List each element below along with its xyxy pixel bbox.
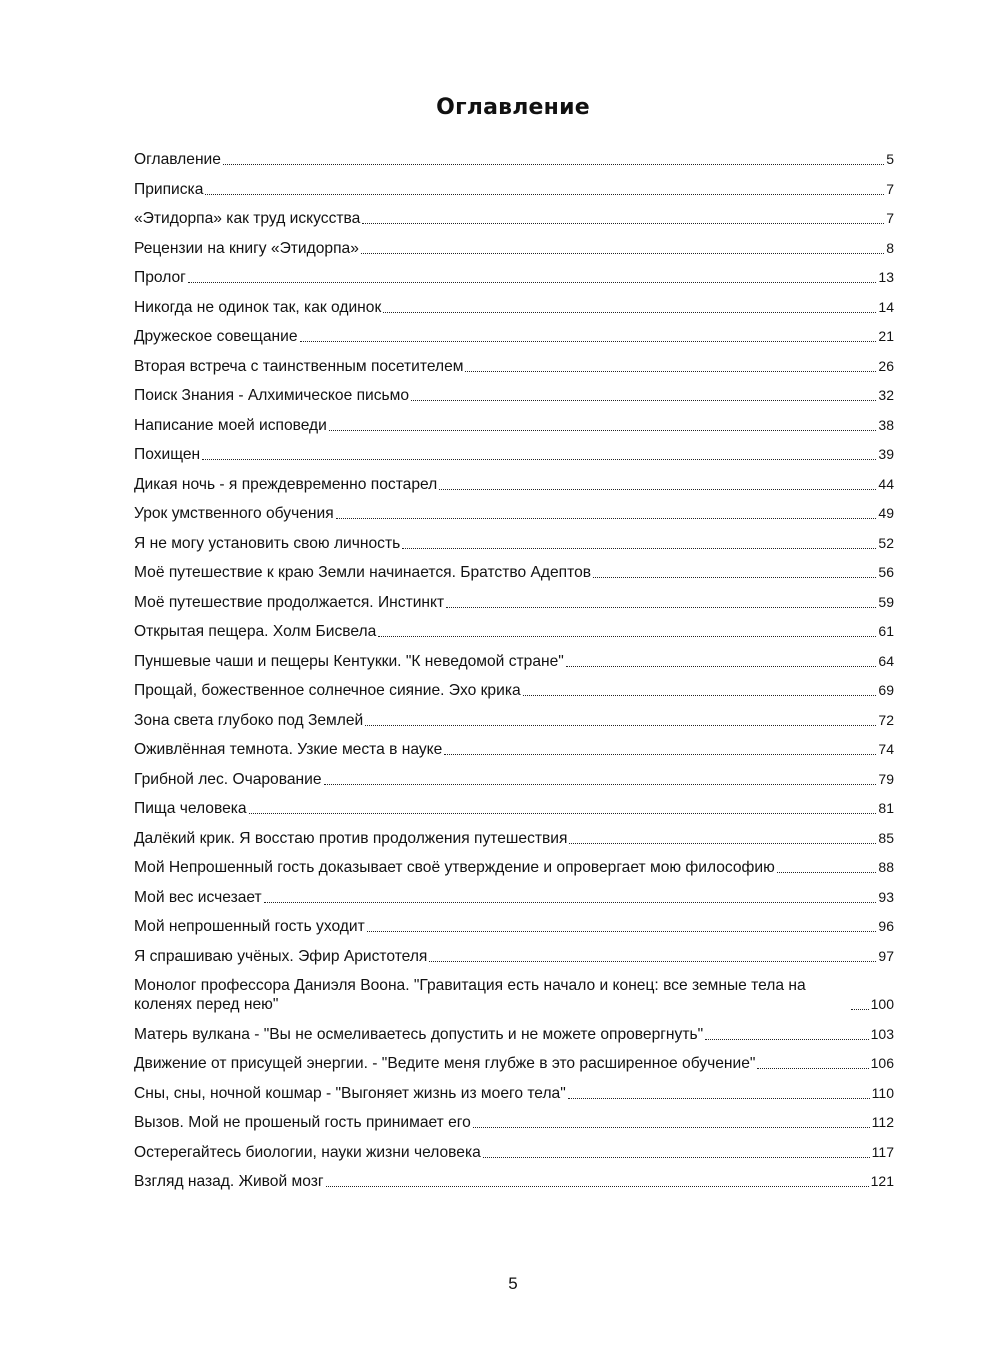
toc-entry-title: Оживлённая темнота. Узкие места в науке: [134, 741, 443, 758]
toc-entry[interactable]: [134, 799, 894, 818]
toc-entry-page: 88: [878, 859, 894, 875]
toc-entry-page: 32: [878, 387, 894, 403]
toc-entry-page: 85: [878, 829, 894, 846]
dot-leader: [566, 665, 877, 667]
dot-leader: [705, 1038, 868, 1040]
toc-entry[interactable]: [134, 504, 894, 523]
toc-entry[interactable]: [134, 1113, 894, 1132]
toc-entry[interactable]: [134, 829, 894, 848]
toc-entry[interactable]: [134, 445, 894, 464]
toc-entry-page: 44: [878, 475, 894, 492]
toc-entry-page: 8: [886, 239, 894, 256]
toc-entry-title: Приписка: [134, 180, 204, 198]
toc-entry-title: Зона света глубоко под Землей: [134, 711, 364, 729]
toc-entry-page: 13: [878, 269, 894, 285]
toc-entry-page: 59: [878, 593, 894, 610]
toc-entry-page: 5: [886, 151, 894, 167]
toc-entry-page: 26: [878, 357, 894, 374]
dot-leader: [439, 488, 876, 490]
dot-leader: [777, 871, 877, 873]
toc-entry-title: Пища человека: [134, 800, 247, 817]
dot-leader: [336, 517, 877, 519]
dot-leader: [446, 606, 876, 608]
dot-leader: [223, 163, 884, 165]
toc-entry-page: 39: [878, 446, 894, 462]
toc-entry[interactable]: [134, 740, 894, 759]
dot-leader: [249, 812, 877, 814]
toc-entry-page: 121: [870, 1173, 894, 1189]
dot-leader: [851, 1008, 868, 1010]
toc-entry-page: 72: [878, 711, 894, 728]
dot-leader: [324, 783, 877, 785]
toc-entry-title: Моё путешествие к краю Земли начинается. Братство Адептов: [134, 564, 592, 581]
toc-entry-page: 49: [878, 505, 894, 521]
toc-entry-title: Я спрашиваю учёных. Эфир Аристотеля: [134, 947, 428, 965]
toc-entry-title: Оглавление: [134, 151, 221, 168]
toc-entry[interactable]: [134, 180, 894, 199]
dot-leader: [402, 547, 876, 549]
toc-entry[interactable]: [134, 681, 894, 700]
toc-entry-title: «Этидорпа» как труд искусства: [134, 210, 361, 227]
toc-entry-page: 100: [870, 996, 894, 1012]
dot-leader: [367, 930, 877, 932]
toc-entry-title: Сны, сны, ночной кошмар - "Выгоняет жизнь из моего тела": [134, 1084, 566, 1102]
toc-entry-title: Урок умственного обучения: [134, 505, 334, 522]
toc-entry[interactable]: [134, 593, 894, 612]
toc-entry-page: 93: [878, 888, 894, 905]
toc-entry-title: Поиск Знания - Алхимическое письмо: [134, 387, 410, 404]
page-title: Оглавление: [436, 94, 590, 120]
dot-leader: [202, 458, 876, 460]
dot-leader: [593, 576, 876, 578]
page-number: 5: [508, 1274, 518, 1293]
toc-entry-page: 14: [878, 298, 894, 315]
toc-entry[interactable]: [134, 1172, 894, 1191]
toc-entry-title: Монолог профессора Даниэля Воона. "Гравитация есть начало и конец: все земные тела на коленях перед нею": [134, 977, 806, 1013]
toc-entry[interactable]: [134, 1025, 894, 1044]
toc-entry-page: 112: [871, 1114, 894, 1130]
toc-entry-page: 117: [871, 1143, 894, 1160]
toc-entry[interactable]: [134, 563, 894, 582]
toc-entry[interactable]: [134, 416, 894, 435]
dot-leader: [757, 1067, 868, 1069]
toc-entry-page: 21: [878, 328, 894, 344]
toc-entry-page: 38: [878, 416, 894, 433]
toc-entry-page: 64: [878, 652, 894, 669]
dot-leader: [383, 311, 876, 313]
dot-leader: [361, 252, 884, 254]
dot-leader: [523, 694, 877, 696]
toc-entry-title: Пуншевые чаши и пещеры Кентукки. "К неведомой стране": [134, 652, 564, 670]
toc-entry[interactable]: [134, 268, 894, 287]
toc-entry-page: 103: [870, 1025, 894, 1042]
dot-leader: [300, 340, 877, 342]
toc-entry[interactable]: [134, 150, 894, 169]
toc-entry[interactable]: [134, 534, 894, 553]
toc-entry-page: 106: [870, 1055, 894, 1071]
dot-leader: [365, 724, 876, 726]
dot-leader: [473, 1126, 870, 1128]
dot-leader: [465, 370, 876, 372]
dot-leader: [326, 1185, 869, 1187]
toc-entry[interactable]: [134, 858, 894, 877]
toc-entry-page: 74: [878, 741, 894, 757]
table-of-contents: [134, 150, 894, 1202]
toc-entry-title: Никогда не одинок так, как одинок: [134, 298, 382, 316]
toc-entry-title: Я не могу установить свою личность: [134, 534, 401, 552]
toc-entry-title: Открытая пещера. Холм Бисвела: [134, 623, 377, 640]
toc-entry-page: 79: [878, 770, 894, 787]
toc-entry[interactable]: [134, 298, 894, 317]
toc-entry[interactable]: [134, 622, 894, 641]
toc-entry[interactable]: [134, 917, 894, 936]
toc-entry-page: 110: [871, 1084, 894, 1101]
dot-leader: [483, 1156, 870, 1158]
toc-entry[interactable]: [134, 976, 894, 1014]
toc-entry-title: Пролог: [134, 269, 186, 286]
toc-entry-page: 52: [878, 534, 894, 551]
toc-entry[interactable]: [134, 327, 894, 346]
toc-entry-title: Вызов. Мой не прошеный гость принимает его: [134, 1114, 471, 1131]
toc-entry-title: Написание моей исповеди: [134, 416, 327, 434]
toc-entry-title: Рецензии на книгу «Этидорпа»: [134, 239, 359, 257]
toc-entry-title: Дружеское совещание: [134, 328, 298, 345]
dot-leader: [569, 842, 876, 844]
toc-entry-page: 7: [886, 180, 894, 197]
toc-entry-page: 81: [878, 800, 894, 816]
dot-leader: [329, 429, 877, 431]
toc-entry-page: 96: [878, 918, 894, 934]
toc-entry-title: Моё путешествие продолжается. Инстинкт: [134, 593, 445, 611]
toc-entry[interactable]: [134, 1143, 894, 1162]
dot-leader: [411, 399, 876, 401]
toc-entry[interactable]: [134, 357, 894, 376]
dot-leader: [444, 753, 876, 755]
toc-entry-title: Грибной лес. Очарование: [134, 770, 322, 788]
toc-entry-title: Дикая ночь - я преждевременно постарел: [134, 475, 438, 493]
toc-entry[interactable]: [134, 711, 894, 730]
toc-entry[interactable]: [134, 209, 894, 228]
toc-entry-title: Взгляд назад. Живой мозг: [134, 1173, 324, 1190]
toc-entry-title: Остерегайтесь биологии, науки жизни человека: [134, 1143, 481, 1161]
toc-entry-page: 69: [878, 682, 894, 698]
toc-entry-page: 97: [878, 947, 894, 964]
toc-entry[interactable]: [134, 947, 894, 966]
dot-leader: [378, 635, 876, 637]
toc-entry-title: Похищен: [134, 446, 201, 463]
dot-leader: [429, 960, 876, 962]
toc-entry[interactable]: [134, 239, 894, 258]
toc-entry[interactable]: [134, 888, 894, 907]
dot-leader: [362, 222, 884, 224]
dot-leader: [264, 901, 877, 903]
toc-entry-title: Вторая встреча с таинственным посетителем: [134, 357, 464, 375]
toc-entry-page: 7: [886, 210, 894, 226]
dot-leader: [568, 1097, 870, 1099]
toc-entry[interactable]: [134, 1084, 894, 1103]
toc-entry[interactable]: [134, 770, 894, 789]
dot-leader: [188, 281, 877, 283]
toc-entry[interactable]: [134, 475, 894, 494]
dot-leader: [205, 193, 884, 195]
toc-entry-title: Мой Непрошенный гость доказывает своё утверждение и опровергает мою философию: [134, 859, 775, 876]
toc-entry-title: Прощай, божественное солнечное сияние. Эхо крика: [134, 682, 521, 699]
toc-entry-page: 61: [878, 623, 894, 639]
toc-entry[interactable]: [134, 652, 894, 671]
toc-entry-title: Матерь вулкана - "Вы не осмеливаетесь допустить и не можете опровергнуть": [134, 1025, 704, 1043]
toc-entry-title: Далёкий крик. Я восстаю против продолжения путешествия: [134, 829, 568, 847]
toc-entry-title: Мой вес исчезает: [134, 888, 262, 906]
toc-entry-page: 56: [878, 564, 894, 580]
toc-entry[interactable]: [134, 1054, 894, 1073]
toc-entry[interactable]: [134, 386, 894, 405]
toc-entry-title: Движение от присущей энергии. - "Ведите меня глубже в это расширенное обучение": [134, 1055, 756, 1072]
toc-entry-title: Мой непрошенный гость уходит: [134, 918, 365, 935]
